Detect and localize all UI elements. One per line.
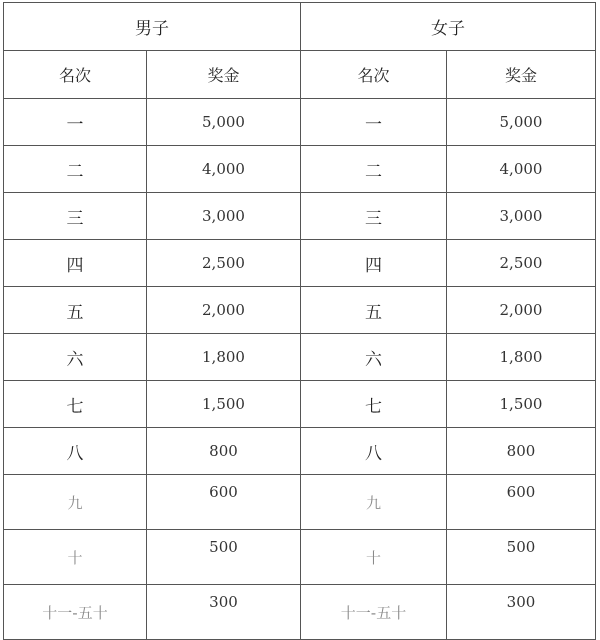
table-row bbox=[4, 334, 596, 381]
men-rank-cell: 七 bbox=[4, 381, 147, 428]
men-prize-cell: 300 bbox=[147, 585, 301, 640]
women-rank-cell: 五 bbox=[301, 287, 447, 334]
table-row bbox=[4, 530, 596, 585]
women-prize-cell: 600 bbox=[447, 475, 596, 530]
men-prize-cell: 3,000 bbox=[147, 193, 301, 240]
table-row bbox=[4, 475, 596, 530]
women-prize-cell: 800 bbox=[447, 428, 596, 475]
women-prize-cell: 5,000 bbox=[447, 99, 596, 146]
women-prize-header: 奖金 bbox=[447, 51, 596, 99]
women-prize-cell: 1,800 bbox=[447, 334, 596, 381]
column-header-row bbox=[4, 51, 596, 99]
men-rank-cell: 十一-五十 bbox=[4, 585, 147, 640]
prize-table-container bbox=[3, 2, 596, 640]
men-prize-cell: 2,000 bbox=[147, 287, 301, 334]
women-rank-cell: 八 bbox=[301, 428, 447, 475]
women-prize-cell: 3,000 bbox=[447, 193, 596, 240]
women-prize-cell: 1,500 bbox=[447, 381, 596, 428]
group-header-row bbox=[4, 3, 596, 51]
men-rank-header: 名次 bbox=[4, 51, 147, 99]
women-rank-header: 名次 bbox=[301, 51, 447, 99]
men-prize-cell: 2,500 bbox=[147, 240, 301, 287]
men-prize-cell: 1,500 bbox=[147, 381, 301, 428]
men-rank-cell: 八 bbox=[4, 428, 147, 475]
table-row bbox=[4, 146, 596, 193]
table-row bbox=[4, 287, 596, 334]
table-row bbox=[4, 99, 596, 146]
men-prize-cell: 5,000 bbox=[147, 99, 301, 146]
men-rank-cell: 五 bbox=[4, 287, 147, 334]
women-rank-cell: 三 bbox=[301, 193, 447, 240]
table-row bbox=[4, 193, 596, 240]
table-row bbox=[4, 585, 596, 640]
women-rank-cell: 七 bbox=[301, 381, 447, 428]
women-rank-cell: 一 bbox=[301, 99, 447, 146]
men-rank-cell: 九 bbox=[4, 475, 147, 530]
men-rank-cell: 十 bbox=[4, 530, 147, 585]
women-rank-cell: 六 bbox=[301, 334, 447, 381]
women-prize-cell: 2,500 bbox=[447, 240, 596, 287]
men-prize-cell: 1,800 bbox=[147, 334, 301, 381]
women-rank-cell: 二 bbox=[301, 146, 447, 193]
men-prize-cell: 800 bbox=[147, 428, 301, 475]
table-row bbox=[4, 240, 596, 287]
women-rank-cell: 四 bbox=[301, 240, 447, 287]
men-rank-cell: 二 bbox=[4, 146, 147, 193]
men-prize-cell: 4,000 bbox=[147, 146, 301, 193]
women-group-header: 女子 bbox=[301, 3, 596, 51]
women-rank-cell: 十 bbox=[301, 530, 447, 585]
table-row bbox=[4, 381, 596, 428]
men-rank-cell: 三 bbox=[4, 193, 147, 240]
women-rank-cell: 十一-五十 bbox=[301, 585, 447, 640]
men-rank-cell: 四 bbox=[4, 240, 147, 287]
men-prize-header: 奖金 bbox=[147, 51, 301, 99]
women-prize-cell: 300 bbox=[447, 585, 596, 640]
women-rank-cell: 九 bbox=[301, 475, 447, 530]
men-rank-cell: 一 bbox=[4, 99, 147, 146]
table-row bbox=[4, 428, 596, 475]
women-prize-cell: 4,000 bbox=[447, 146, 596, 193]
men-prize-cell: 600 bbox=[147, 475, 301, 530]
women-prize-cell: 2,000 bbox=[447, 287, 596, 334]
men-prize-cell: 500 bbox=[147, 530, 301, 585]
men-group-header: 男子 bbox=[4, 3, 301, 51]
men-rank-cell: 六 bbox=[4, 334, 147, 381]
women-prize-cell: 500 bbox=[447, 530, 596, 585]
prize-table bbox=[3, 2, 596, 640]
